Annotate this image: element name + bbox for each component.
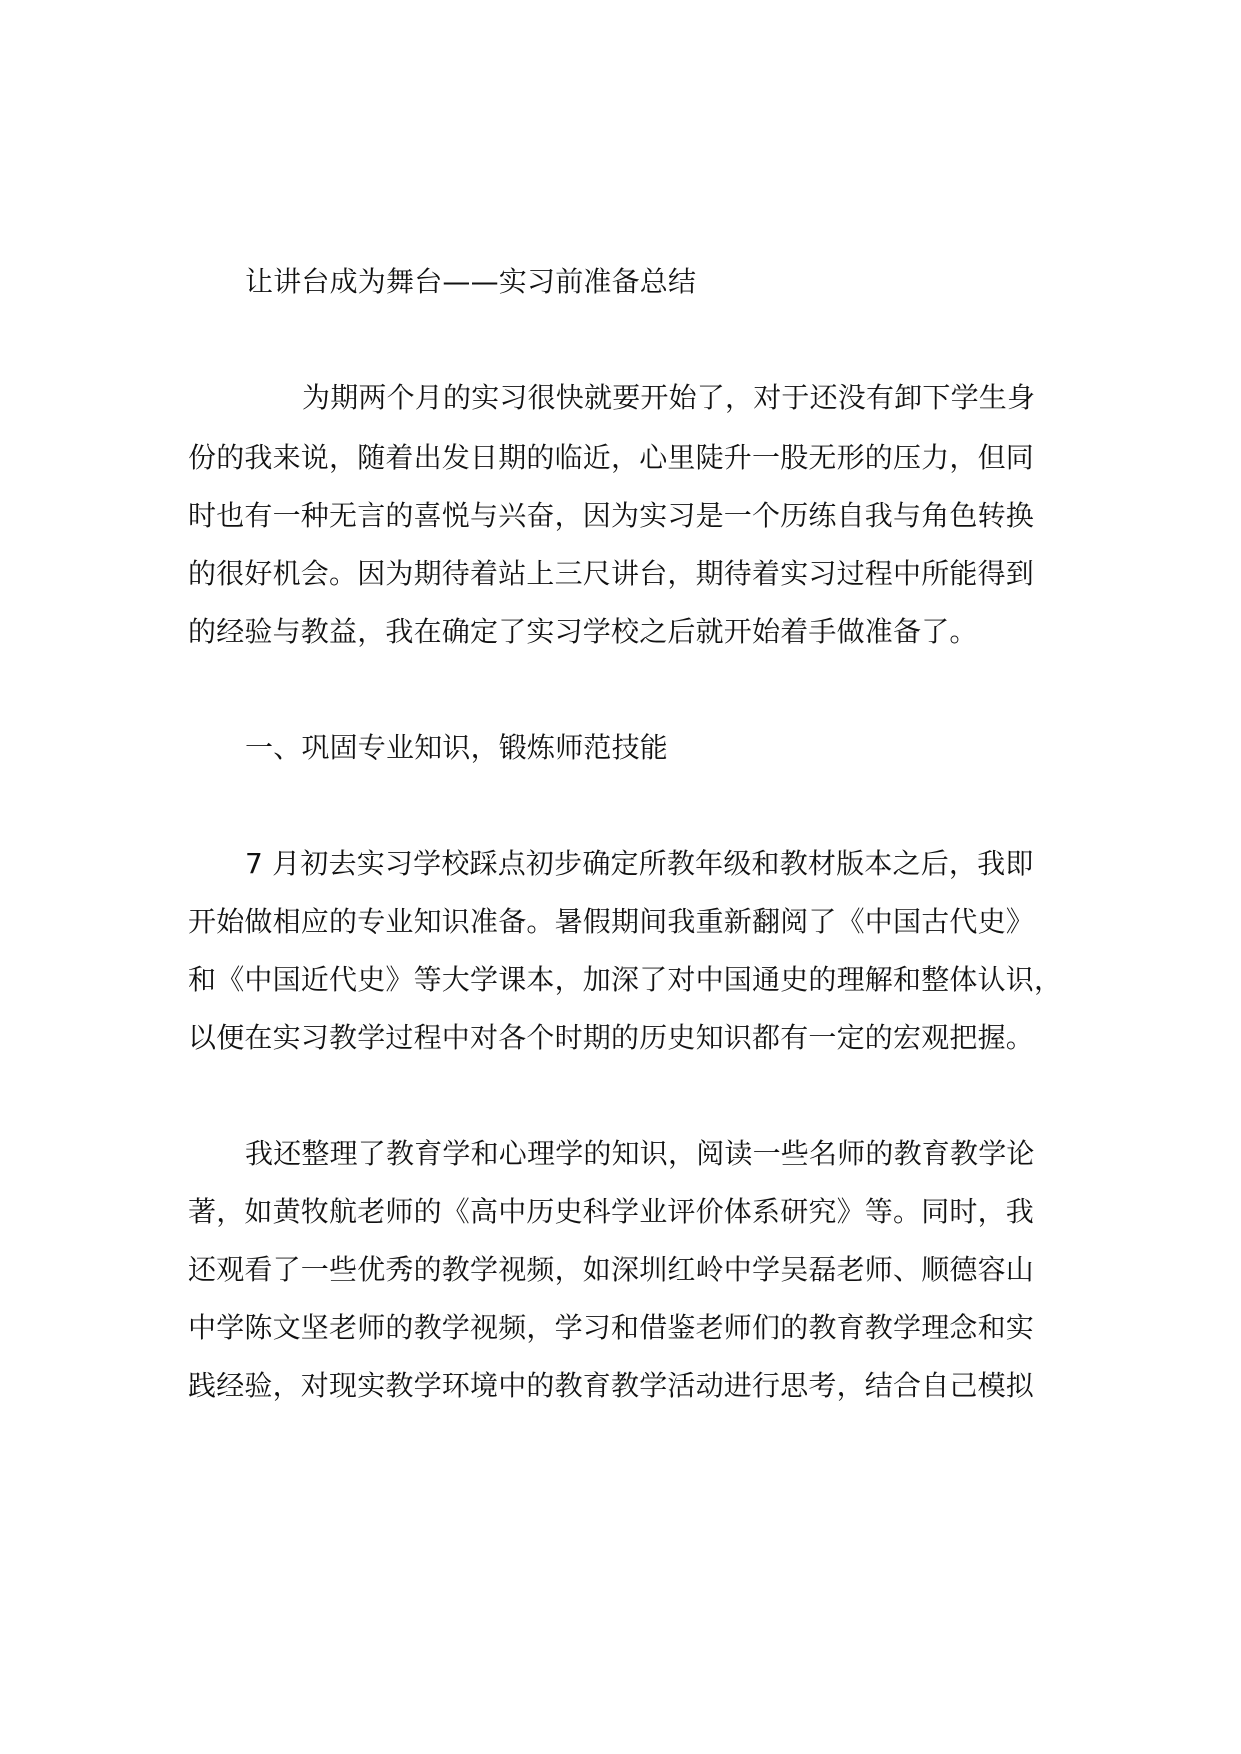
paragraph-line: 践经验，对现实教学环境中的教育教学活动进行思考，结合自己模拟 bbox=[188, 1369, 1035, 1402]
paragraph-line: 时也有一种无言的喜悦与兴奋，因为实习是一个历练自我与角色转换 bbox=[188, 499, 1035, 532]
paragraph-line: 的经验与教益，我在确定了实习学校之后就开始着手做准备了。 bbox=[188, 615, 978, 648]
paragraph-line: 的很好机会。因为期待着站上三尺讲台，期待着实习过程中所能得到 bbox=[188, 557, 1035, 590]
paragraph-line: 开始做相应的专业知识准备。暑假期间我重新翻阅了《中国古代史》 bbox=[188, 905, 1035, 938]
paragraph-line: 7 月初去实习学校踩点初步确定所教年级和教材版本之后，我即 bbox=[245, 847, 1034, 880]
section-heading: 一、巩固专业知识，锻炼师范技能 bbox=[245, 731, 669, 764]
paragraph-line: 著，如黄牧航老师的《高中历史科学业评价体系研究》等。同时，我 bbox=[188, 1195, 1035, 1228]
paragraph-line: 以便在实习教学过程中对各个时期的历史知识都有一定的宏观把握。 bbox=[188, 1021, 1035, 1054]
paragraph-line: 和《中国近代史》等大学课本，加深了对中国通史的理解和整体认识， bbox=[188, 963, 1063, 996]
document-title: 让讲台成为舞台——实习前准备总结 bbox=[245, 265, 697, 298]
paragraph-line: 我还整理了教育学和心理学的知识，阅读一些名师的教育教学论 bbox=[245, 1137, 1035, 1170]
paragraph-line: 为期两个月的实习很快就要开始了，对于还没有卸下学生身 bbox=[302, 381, 1036, 414]
paragraph-line: 份的我来说，随着出发日期的临近，心里陡升一股无形的压力，但同 bbox=[188, 441, 1035, 474]
paragraph-line: 还观看了一些优秀的教学视频，如深圳红岭中学吴磊老师、顺德容山 bbox=[188, 1253, 1035, 1286]
paragraph-line: 中学陈文坚老师的教学视频，学习和借鉴老师们的教育教学理念和实 bbox=[188, 1311, 1035, 1344]
